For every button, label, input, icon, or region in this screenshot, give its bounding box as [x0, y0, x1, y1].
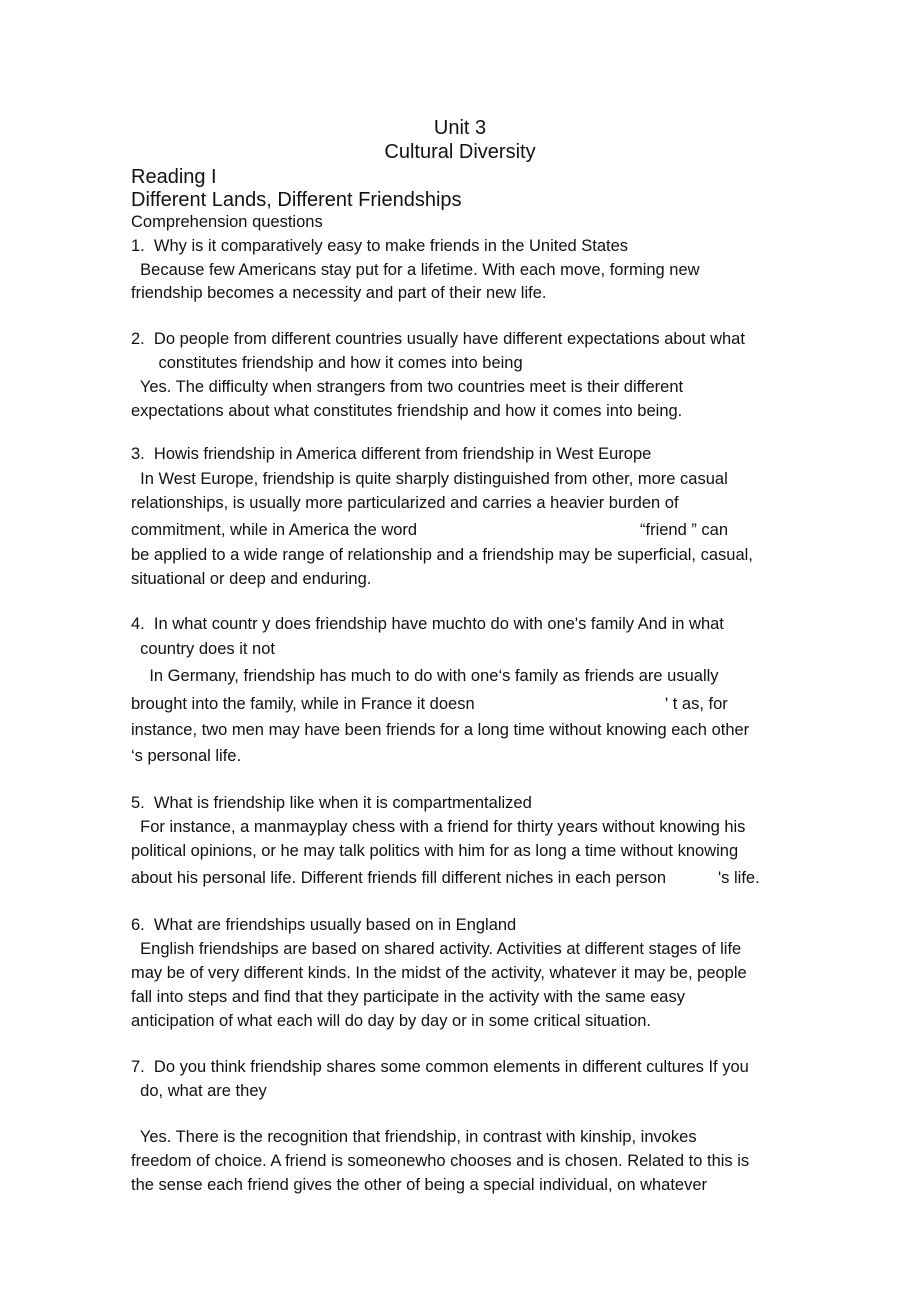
unit-number: Unit 3 [433, 117, 487, 139]
section-heading: Reading I [131, 166, 217, 188]
answer-3-fragment: “friend ” can [640, 521, 729, 539]
answer-6-line: anticipation of what each will do day by day or in some critical situation. [131, 1012, 652, 1030]
question-6: 6. What are friendships usually based on in England [131, 916, 517, 934]
answer-5-fragment: 's life. [718, 869, 760, 887]
answer-6-line: may be of very different kinds. In the midst of the activity, whatever it may be, people [131, 964, 747, 982]
answer-4-fragment: ' t as, for [665, 695, 728, 713]
question-7-cont: do, what are they [131, 1082, 267, 1100]
answer-4-line: ‘s personal life. [131, 747, 242, 765]
question-1: 1. Why is it comparatively easy to make friends in the United States [131, 237, 629, 255]
subsection-heading: Comprehension questions [131, 213, 323, 231]
answer-4-line: instance, two men may have been friends for a long time without knowing each other [131, 721, 750, 739]
question-2: 2. Do people from different countries usually have different expectations about what [131, 330, 745, 348]
question-4-cont: country does it not [131, 640, 275, 658]
answer-3-line: In West Europe, friendship is quite sharply distinguished from other, more casual [131, 470, 728, 488]
answer-2-line: Yes. The difficulty when strangers from two countries meet is their different [131, 378, 684, 396]
answer-7-line: freedom of choice. A friend is someonewho chooses and is chosen. Related to this is [131, 1152, 750, 1170]
question-5: 5. What is friendship like when it is compartmentalized [131, 794, 532, 812]
answer-1-line: Because few Americans stay put for a lifetime. With each move, forming new [131, 261, 700, 279]
answer-5-line: For instance, a manmayplay chess with a friend for thirty years without knowing his [131, 818, 746, 836]
answer-3-line: situational or deep and enduring. [131, 570, 372, 588]
answer-4-line: brought into the family, while in France it doesn [131, 695, 475, 713]
answer-3-line: commitment, while in America the word [131, 521, 418, 539]
reading-title: Different Lands, Different Friendships [131, 189, 462, 211]
question-2-cont: constitutes friendship and how it comes into being [131, 354, 523, 372]
question-4: 4. In what countr y does friendship have muchto do with one's family And in what [131, 615, 724, 633]
question-7: 7. Do you think friendship shares some common elements in different cultures If you [131, 1058, 749, 1076]
answer-5-line: political opinions, or he may talk politics with him for as long a time without knowing [131, 842, 739, 860]
answer-7-line: Yes. There is the recognition that friendship, in contrast with kinship, invokes [131, 1128, 697, 1146]
question-3: 3. Howis friendship in America different from friendship in West Europe [131, 445, 652, 463]
answer-6-line: English friendships are based on shared activity. Activities at different stages of life [131, 940, 742, 958]
answer-4-line: In Germany, friendship has much to do with one‘s family as friends are usually [131, 667, 719, 685]
answer-3-line: relationships, is usually more particularized and carries a heavier burden of [131, 494, 679, 512]
answer-6-line: fall into steps and find that they participate in the activity with the same easy [131, 988, 685, 1006]
answer-5-line: about his personal life. Different friends fill different niches in each person [131, 869, 667, 887]
answer-1-line: friendship becomes a necessity and part of their new life. [131, 284, 547, 302]
answer-3-line: be applied to a wide range of relationship and a friendship may be superficial, casual, [131, 546, 753, 564]
unit-title: Cultural Diversity [384, 141, 536, 163]
answer-7-line: the sense each friend gives the other of being a special individual, on whatever [131, 1176, 708, 1194]
answer-2-line: expectations about what constitutes friendship and how it comes into being. [131, 402, 683, 420]
